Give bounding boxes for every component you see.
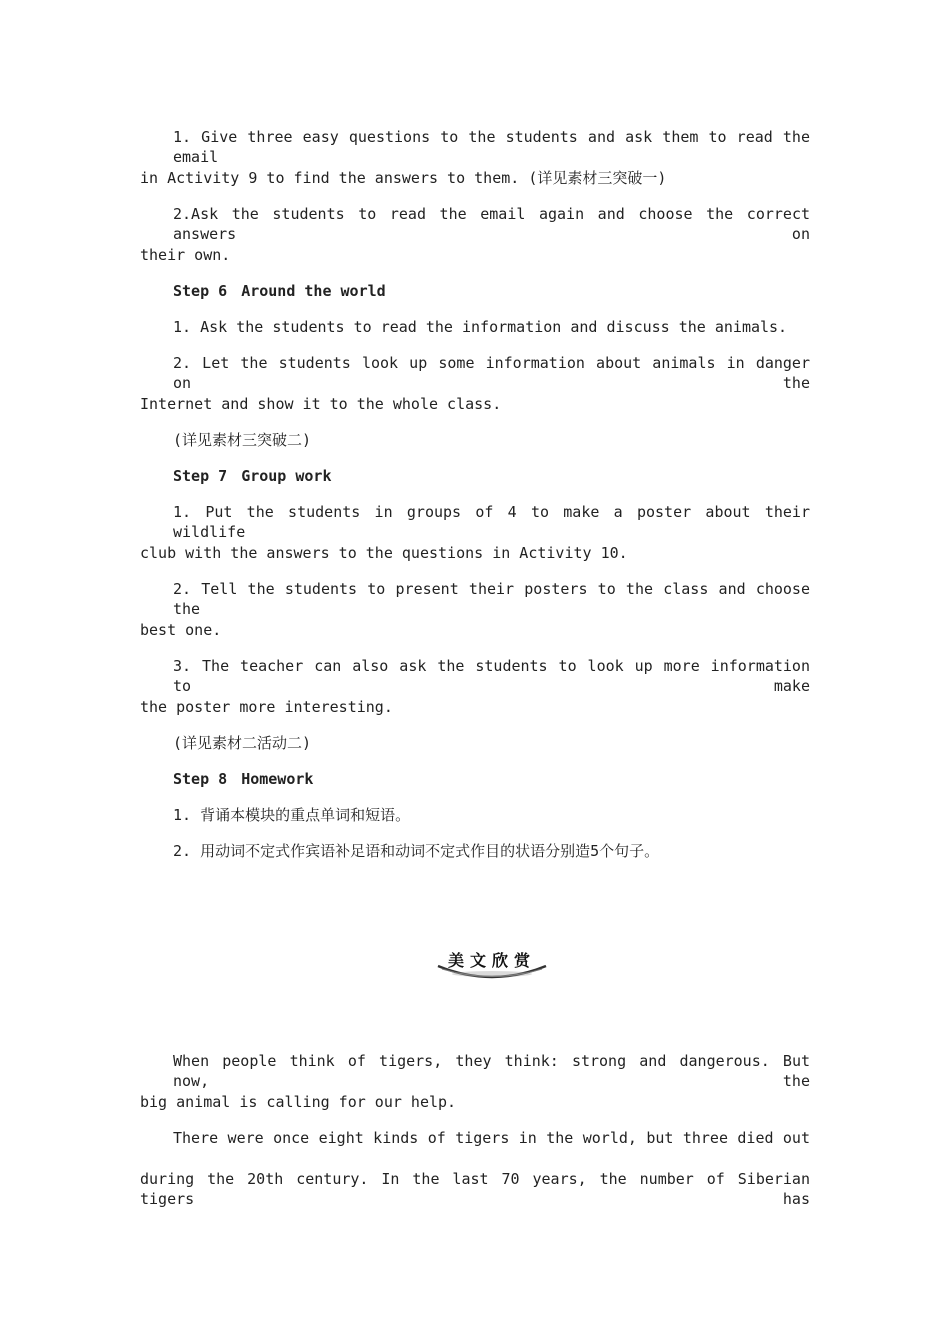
step8-item2: 2. 用动词不定式作宾语补足语和动词不定式作目的状语分别造5个句子。 <box>173 842 660 860</box>
step6-item2-line2: Internet and show it to the whole class. <box>140 395 502 413</box>
step5-item2-line1: 2.Ask the students to read the email again and choose the correct answers on <box>173 205 810 243</box>
step7-item1-line2: club with the answers to the questions in Activity 10. <box>140 544 628 562</box>
section-badge-title: 美文欣赏 <box>447 951 536 970</box>
article-p1-line2: big animal is calling for our help. <box>140 1093 457 1111</box>
step5-item1-line1: 1. Give three easy questions to the students and ask them to read the email <box>173 128 810 166</box>
article-p2-line1: There were once eight kinds of tigers in the world, but three died out <box>173 1129 810 1147</box>
step7-label: Step 7 <box>173 467 228 485</box>
step8-title: Homework <box>241 770 314 788</box>
step7-title: Group work <box>241 467 332 485</box>
step6-label: Step 6 <box>173 282 228 300</box>
step5-item2-line2: their own. <box>140 246 231 264</box>
section-badge <box>434 944 550 984</box>
article-p2-line2: during the 20th century. In the last 70 years, the number of Siberian tigers has <box>140 1170 810 1208</box>
step6-note: (详见素材三突破二) <box>173 431 312 449</box>
step5-item1-line2: in Activity 9 to find the answers to them. (详见素材三突破一) <box>140 169 667 187</box>
article-p1-line1: When people think of tigers, they think: strong and dangerous. But now, the <box>173 1052 810 1090</box>
step7-heading <box>173 466 810 486</box>
step8-item1: 1. 背诵本模块的重点单词和短语。 <box>173 806 411 824</box>
step6-item1: 1. Ask the students to read the information and discuss the animals. <box>173 318 788 336</box>
step6-item2-line1: 2. Let the students look up some information about animals in danger on the <box>173 354 810 392</box>
step8-heading <box>173 769 810 789</box>
step7-item3-line2: the poster more interesting. <box>140 698 393 716</box>
step6-title: Around the world <box>241 282 386 300</box>
step8-label: Step 8 <box>173 770 228 788</box>
step7-item2-line1: 2. Tell the students to present their posters to the class and choose the <box>173 580 810 618</box>
step6-heading <box>173 281 810 301</box>
step7-item3-line1: 3. The teacher can also ask the students to look up more information to make <box>173 657 810 695</box>
step7-note: (详见素材二活动二) <box>173 734 312 752</box>
step7-item2-line2: best one. <box>140 621 222 639</box>
step7-item1-line1: 1. Put the students in groups of 4 to make a poster about their wildlife <box>173 503 810 541</box>
